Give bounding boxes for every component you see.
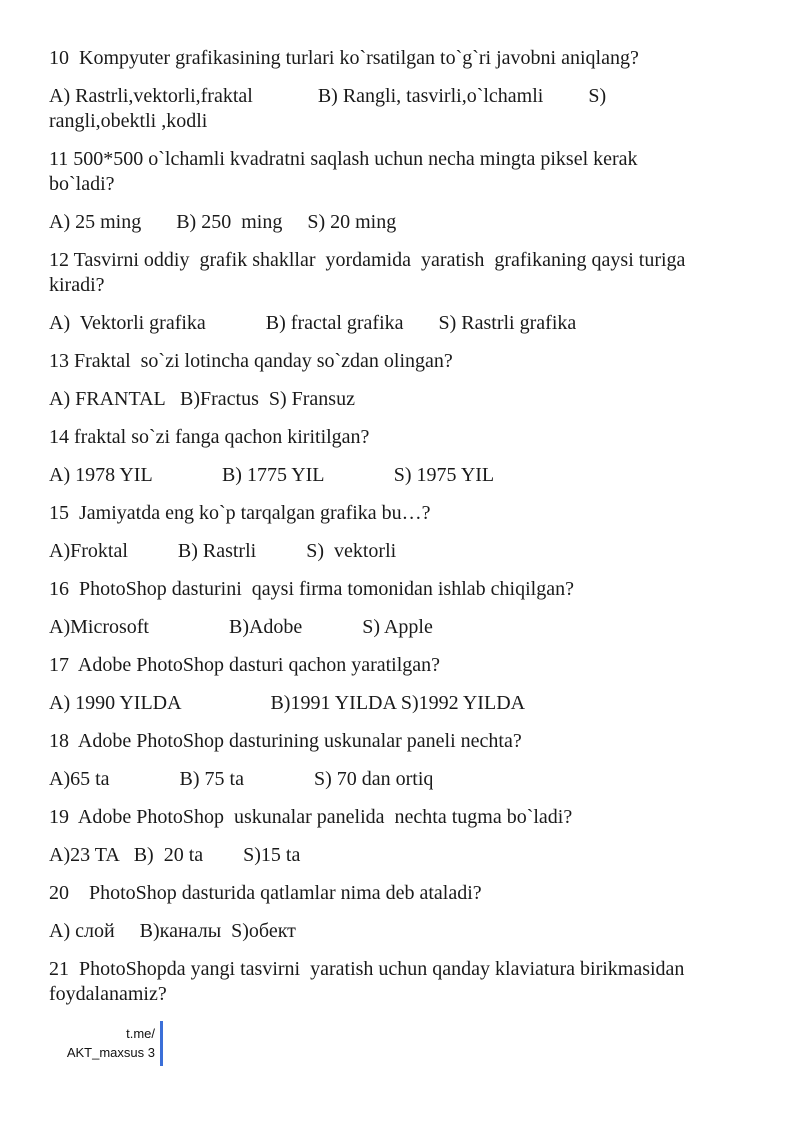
question-text: 18 Adobe PhotoShop dasturining uskunalar paneli nechta? <box>49 730 522 752</box>
question-text: 10 Kompyuter grafikasining turlari ko`rsatilgan to`g`ri javobni aniqlang? <box>49 47 639 69</box>
page-footer <box>60 1024 155 1062</box>
question-text: kiradi? <box>49 274 105 296</box>
question-13 <box>49 349 749 374</box>
answer-line: A) 1978 YIL B) 1775 YIL S) 1975 YIL <box>49 464 495 486</box>
answers-20 <box>49 919 749 944</box>
footer-line-2: AKT_maxsus 3 <box>66 1045 155 1060</box>
answers-13 <box>49 387 749 412</box>
answer-line: A)65 ta B) 75 ta S) 70 dan ortiq <box>49 768 434 790</box>
answer-line: A)Microsoft B)Adobe S) Apple <box>49 616 433 638</box>
question-text: foydalanamiz? <box>49 983 167 1005</box>
question-text: 19 Adobe PhotoShop uskunalar panelida nechta tugma bo`ladi? <box>49 806 573 828</box>
question-16 <box>49 577 749 602</box>
question-21 <box>49 957 749 1007</box>
question-text: 21 PhotoShopda yangi tasvirni yaratish uchun qanday klaviatura birikmasidan <box>49 958 685 980</box>
question-text: 11 500*500 o`lchamli kvadratni saqlash uchun necha mingta piksel kerak <box>49 148 638 170</box>
question-18 <box>49 729 749 754</box>
document-page <box>49 46 749 1020</box>
answers-10 <box>49 84 749 134</box>
answers-11 <box>49 210 749 235</box>
question-text: bo`ladi? <box>49 173 115 195</box>
question-19 <box>49 805 749 830</box>
answer-line: A)23 TA B) 20 ta S)15 ta <box>49 844 301 866</box>
answer-line: A) FRANTAL B)Fractus S) Fransuz <box>49 388 355 410</box>
question-14 <box>49 425 749 450</box>
question-11 <box>49 147 749 197</box>
answers-19 <box>49 843 749 868</box>
question-text: 12 Tasvirni oddiy grafik shakllar yordamida yaratish grafikaning qaysi turiga <box>49 249 686 271</box>
question-15 <box>49 501 749 526</box>
answers-14 <box>49 463 749 488</box>
question-text: 14 fraktal so`zi fanga qachon kiritilgan? <box>49 426 370 448</box>
answers-18 <box>49 767 749 792</box>
footer-divider <box>160 1021 163 1066</box>
answer-line: A) Rastrli,vektorli,fraktal B) Rangli, tasvirli,o`lchamli S) <box>49 85 607 107</box>
answers-15 <box>49 539 749 564</box>
question-text: 15 Jamiyatda eng ko`p tarqalgan grafika bu…? <box>49 502 431 524</box>
answer-line: A) слой B)каналы S)обект <box>49 920 296 942</box>
answers-17 <box>49 691 749 716</box>
footer-line-1: t.me/ <box>126 1026 155 1041</box>
question-text: 16 PhotoShop dasturini qaysi firma tomonidan ishlab chiqilgan? <box>49 578 574 600</box>
answer-line: A)Froktal B) Rastrli S) vektorli <box>49 540 397 562</box>
question-10 <box>49 46 749 71</box>
answer-line: A) Vektorli grafika B) fractal grafika S) Rastrli grafika <box>49 312 577 334</box>
answer-line: A) 25 ming B) 250 ming S) 20 ming <box>49 211 397 233</box>
question-text: 20 PhotoShop dasturida qatlamlar nima deb ataladi? <box>49 882 482 904</box>
question-17 <box>49 653 749 678</box>
question-text: 13 Fraktal so`zi lotincha qanday so`zdan olingan? <box>49 350 453 372</box>
answers-16 <box>49 615 749 640</box>
answer-line: A) 1990 YILDA B)1991 YILDA S)1992 YILDA <box>49 692 526 714</box>
question-20 <box>49 881 749 906</box>
answer-line: rangli,obektli ,kodli <box>49 110 208 132</box>
question-text: 17 Adobe PhotoShop dasturi qachon yaratilgan? <box>49 654 441 676</box>
question-12 <box>49 248 749 298</box>
answers-12 <box>49 311 749 336</box>
